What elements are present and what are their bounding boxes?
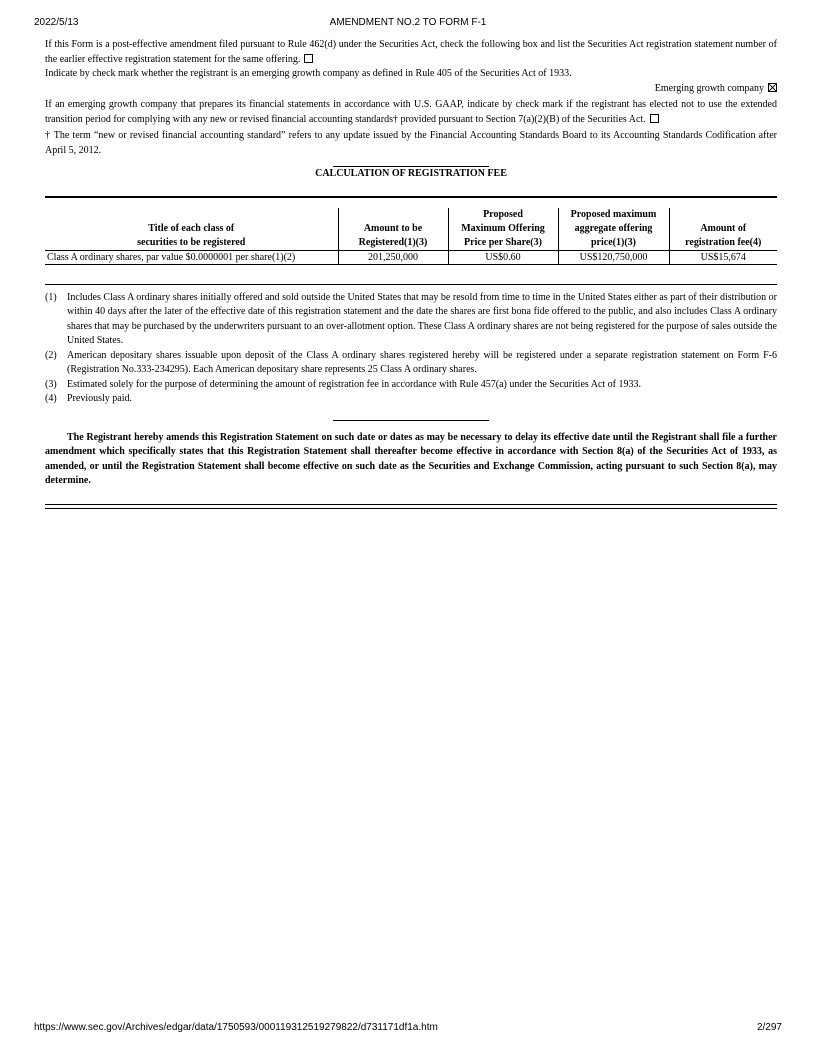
fee-section-heading: CALCULATION OF REGISTRATION FEE <box>315 168 507 179</box>
footnote-item: (2) American depositary shares issuable upon deposit of the Class A ordinary shares registered hereby will be registered under a separate registration statement on Form F-6 (Registration No.333-234295). Each American depositary share represents 25 Class A ordinary shares. <box>45 349 777 375</box>
end-double-rule <box>45 504 777 509</box>
col-title-header: Title of each class of securities to be registered <box>45 208 338 251</box>
table-row <box>45 250 777 264</box>
emerging-growth-checkbox <box>768 83 777 92</box>
rule-462-paragraph: If this Form is a post-effective amendment filed pursuant to Rule 462(d) under the Securities Act, check the following box and list the Securities Act registration statement number of the earlier effective registration statement for the same offering. <box>45 39 777 65</box>
print-title: AMENDMENT NO.2 TO FORM F-1 <box>329 17 487 28</box>
emerging-growth-label: Emerging growth company <box>654 82 764 94</box>
print-footer <box>34 1022 782 1036</box>
footnote-rule <box>45 284 777 285</box>
page-number: 2/297 <box>756 1022 782 1033</box>
gaap-checkbox <box>650 114 659 123</box>
emerging-growth-question: Indicate by check mark whether the registrant is an emerging growth company as defined in Rule 405 of the Securities Act of 1933. <box>45 68 572 79</box>
col-fee-header: Amount of registration fee(4) <box>669 208 777 251</box>
col-aggregate-header: Proposed maximum aggregate offering price(1)(3) <box>558 208 669 251</box>
cell-title: Class A ordinary shares, par value $0.0000001 per share(1)(2) <box>45 250 338 264</box>
col-amount-header: Amount to be Registered(1)(3) <box>338 208 448 251</box>
cell-amount: 201,250,000 <box>338 250 448 264</box>
section-divider <box>333 420 489 421</box>
source-url: https://www.sec.gov/Archives/edgar/data/1750593/000119312519279822/d731171df1a.htm <box>34 1022 438 1033</box>
footnote-item: (3) Estimated solely for the purpose of determining the amount of registration fee in accordance with Rule 457(a) under the Securities Act of 1933. <box>45 378 641 390</box>
registration-fee-table <box>45 196 777 265</box>
col-price-header: Proposed Maximum Offering Price per Share(3) <box>448 208 558 251</box>
footnote-item: (1) Includes Class A ordinary shares initially offered and sold outside the United States that may be resold from time to time in the United States either as part of their distribution or within 40 days after the later of the effective date of this registration statement and the date the shares are first bona fide offered to the public, and also includes Class A ordinary shares that may be purchased by the underwriters pursuant to an over-allotment option. These Class A ordinary shares are not being registered for the purpose of sales outside the United States. <box>45 291 777 346</box>
cell-aggregate-price: US$120,750,000 <box>558 250 669 264</box>
emerging-growth-line <box>45 82 777 97</box>
table-header-row <box>45 208 777 251</box>
cell-price-per-share: US$0.60 <box>448 250 558 264</box>
rule-462-checkbox <box>304 54 313 63</box>
cell-fee: US$15,674 <box>669 250 777 264</box>
print-date: 2022/5/13 <box>34 17 79 28</box>
gaap-paragraph: If an emerging growth company that prepares its financial statements in accordance with U.S. GAAP, indicate by check mark if the registrant has elected not to use the extended transition period for complying with any new or revised financial accounting standards† provided pursuant to Section 7(a)(2)(B) of the Securities Act. <box>45 99 777 125</box>
dagger-footnote: † The term “new or revised financial accounting standard” refers to any update issued by the Financial Accounting Standards Board to its Accounting Standards Codification after April 5, 2012. <box>45 130 777 156</box>
footnote-list <box>45 291 777 407</box>
print-header <box>34 17 782 31</box>
footnote-item: (4) Previously paid. <box>45 393 132 404</box>
document-body <box>45 38 777 509</box>
delaying-amendment-paragraph: The Registrant hereby amends this Registration Statement on such date or dates as may be necessary to delay its effective date until the Registrant shall file a further amendment which specifically states that this Registration Statement shall thereafter become effective in accordance with Section 8(a) of the Securities Act of 1933, as amended, or until the Registration Statement shall become effective on such date as the Securities and Exchange Commission, acting pursuant to such Section 8(a), may determine. <box>45 431 777 486</box>
table-top-rule <box>45 197 777 208</box>
